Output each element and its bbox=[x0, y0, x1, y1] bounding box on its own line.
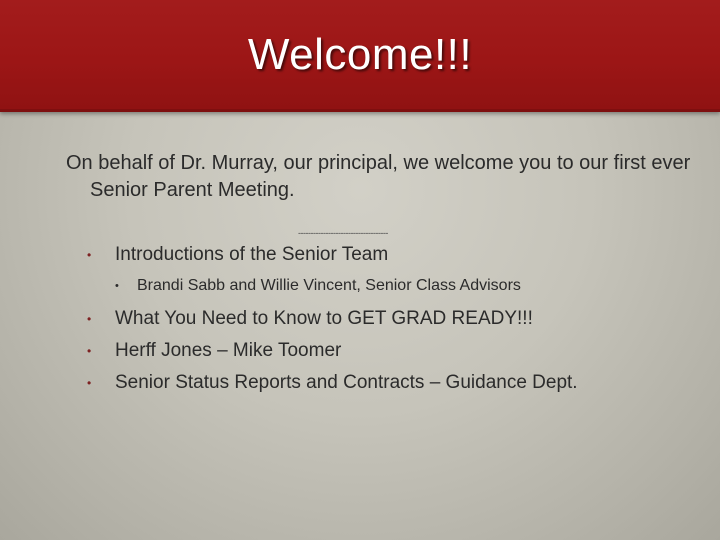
sub-bullet-text: Brandi Sabb and Willie Vincent, Senior Class Advisors bbox=[137, 277, 521, 294]
bullet-text: Senior Status Reports and Contracts – Guidance Dept. bbox=[115, 372, 578, 393]
sub-bullet-item-advisors bbox=[115, 276, 521, 296]
title-bar bbox=[0, 0, 720, 112]
bullet-icon: • bbox=[115, 280, 119, 292]
bullet-item-introductions bbox=[87, 243, 389, 267]
divider-line: ------------------------------------ bbox=[298, 228, 388, 238]
bullet-item-grad-ready bbox=[87, 307, 533, 331]
bullet-icon: • bbox=[87, 344, 92, 358]
bullet-text: Introductions of the Senior Team bbox=[115, 244, 389, 265]
slide-title: Welcome!!! bbox=[247, 30, 473, 79]
intro-text: On behalf of Dr. Murray, our principal, we welcome you to our first ever Senior Parent Meeting. bbox=[66, 152, 691, 201]
bullet-icon: • bbox=[87, 248, 92, 262]
bullet-text: Herff Jones – Mike Toomer bbox=[115, 340, 342, 361]
bullet-text: What You Need to Know to GET GRAD READY!!! bbox=[115, 308, 533, 329]
bullet-icon: • bbox=[87, 312, 92, 326]
bullet-icon: • bbox=[87, 376, 92, 390]
bullet-item-herff-jones bbox=[87, 339, 342, 363]
bullet-item-status-reports bbox=[87, 371, 578, 395]
